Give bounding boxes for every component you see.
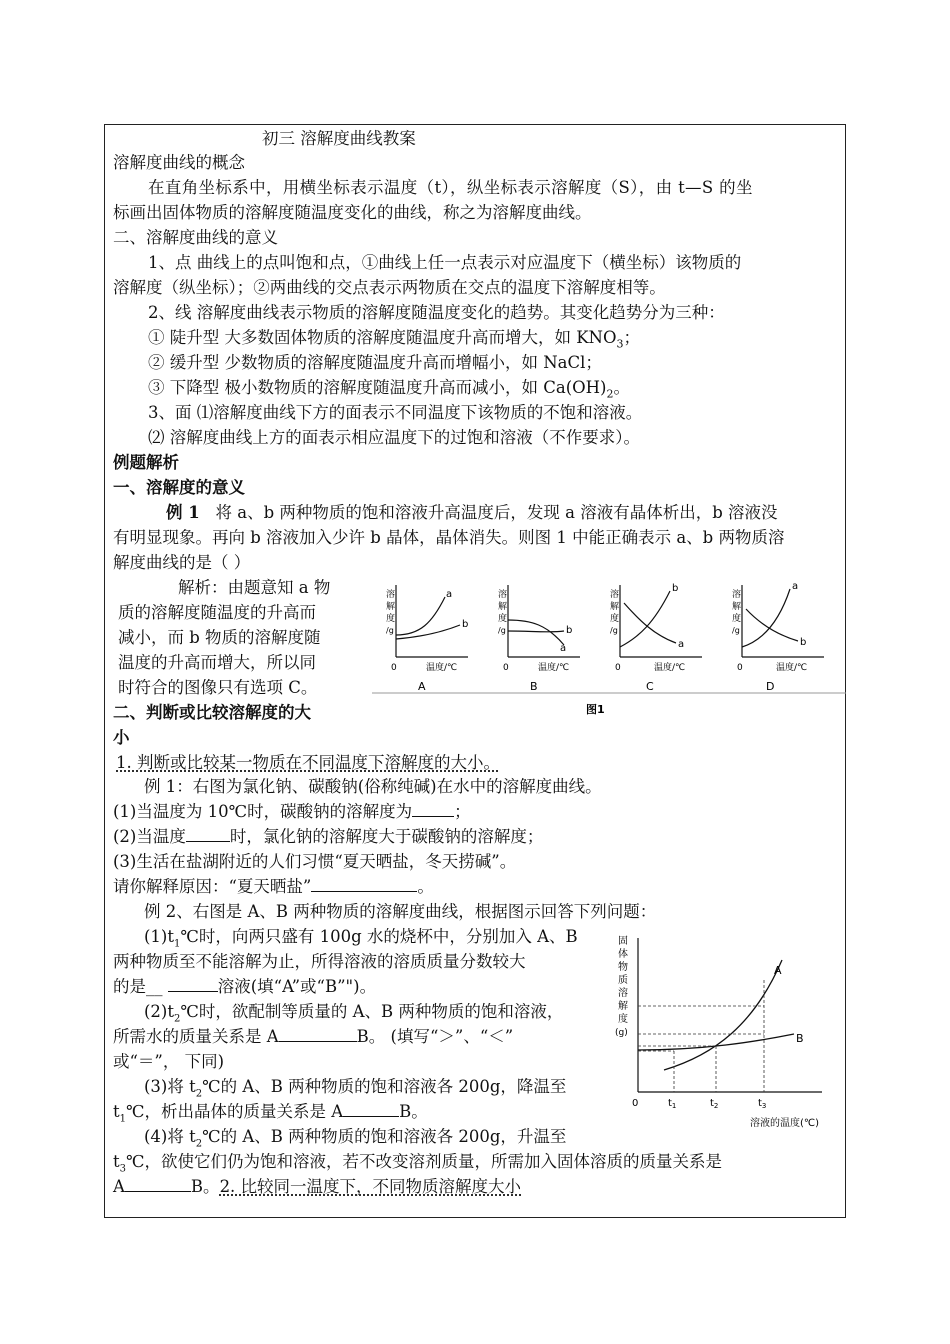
origin-label: 0 bbox=[615, 663, 621, 673]
e2-heading: 例 2、右图是 A、B 两种物质的溶解度曲线，根据图示回答下列问题： bbox=[144, 902, 657, 921]
figure-2 bbox=[604, 930, 848, 1132]
fig1-ylabel-char: 溶 bbox=[610, 590, 620, 600]
curve-a bbox=[742, 589, 790, 647]
e2-q4-line-3: A B。2. 比较同一温度下，不同物质溶解度大小 bbox=[113, 1177, 522, 1196]
panel-a bbox=[386, 585, 468, 693]
e1-question-3: (3)生活在盐湖附近的人们习惯“夏天晒盐，冬天捞碱”。 bbox=[113, 852, 517, 871]
panel-letter: B bbox=[530, 680, 538, 693]
item-1-heading: 1. 判断或比较某一物质在不同温度下溶解度的大小。 bbox=[116, 753, 500, 772]
x-axis-label: 温度/℃ bbox=[538, 663, 570, 673]
fig2-ylabel-char: (g) bbox=[615, 1028, 628, 1038]
fig1-ylabel-char: 度 bbox=[610, 614, 620, 624]
analysis-line-2: 质的溶解度随温度的升高而 bbox=[118, 603, 316, 622]
trend-decline: ③ 下降型 极小数物质的溶解度随温度升高而减小，如 $Ca(OH)_2$。 bbox=[148, 378, 630, 401]
curve-label: a bbox=[446, 589, 453, 600]
fig1-ylabel-char: 解 bbox=[498, 602, 508, 612]
panel-d bbox=[732, 581, 824, 693]
curve-label: a bbox=[792, 581, 799, 592]
example-section-2-b: 小 bbox=[113, 728, 130, 747]
tick-t3: $t_3$ bbox=[758, 1098, 767, 1110]
e2-q4-line-1: (4)将 $t_2℃$的 A、B 两种物质的饱和溶液各 200g，升温至 bbox=[144, 1127, 567, 1150]
e2-q2-line-3: 或“＝”， 下同) bbox=[113, 1052, 225, 1071]
curve-b bbox=[396, 625, 460, 639]
e2-q2-line-1: $(2)t_2℃$时，欲配制等质量的 A、B 两种物质的饱和溶液， bbox=[144, 1002, 564, 1025]
curve-label: b bbox=[462, 619, 469, 630]
tick-t1: $t_1$ bbox=[668, 1098, 677, 1110]
fig1-ylabel-char: /g bbox=[386, 626, 394, 635]
concept-line-1: 在直角坐标系中，用横坐标表示温度（t），纵坐标表示溶解度（S），由 t—S 的坐 bbox=[148, 178, 753, 197]
fig1-ylabel-char: 度 bbox=[498, 614, 508, 624]
fig1-ylabel-char: 解 bbox=[610, 602, 620, 612]
examples-heading: 例题解析 bbox=[113, 453, 179, 472]
x-axis-label: 温度/℃ bbox=[426, 663, 458, 673]
section-concept: 溶解度曲线的概念 bbox=[113, 153, 245, 172]
analysis-line-1: 解析：由题意知 a 物 bbox=[178, 578, 331, 597]
fig1-ylabel-char: /g bbox=[732, 626, 740, 635]
fig1-ylabel-char: /g bbox=[610, 626, 618, 635]
panel-c bbox=[610, 583, 702, 693]
e2-q4-line-2: $t_3℃$，欲使它们仍为饱和溶液，若不改变溶剂质量，所需加入固体溶质的质量关系是 bbox=[113, 1152, 722, 1175]
fig2-ylabel-char: 固 bbox=[618, 936, 628, 947]
x-axis-label: 温度/℃ bbox=[654, 663, 686, 673]
example1-line-3: 解度曲线的是（ ） bbox=[113, 553, 251, 572]
example1-line-2: 有明显现象。再向 b 溶液加入少许 b 晶体，晶体消失。则图 1 中能正确表示 a、b 两物质溶 bbox=[113, 528, 785, 547]
panel-letter: D bbox=[766, 680, 775, 693]
fig1-ylabel-char: 解 bbox=[732, 602, 742, 612]
face-line-2: ⑵ 溶解度曲线上方的面表示相应温度下的过饱和溶液（不作要求）。 bbox=[148, 428, 640, 447]
example-section-1: 一、溶解度的意义 bbox=[113, 478, 245, 497]
analysis-line-4: 温度的升高而增大，所以同 bbox=[118, 653, 316, 672]
panel-letter: A bbox=[418, 680, 426, 693]
analysis-line-5: 时符合的图像只有选项 C。 bbox=[118, 678, 318, 697]
fig1-ylabel-char: 度 bbox=[386, 614, 396, 624]
panel-b bbox=[498, 585, 580, 693]
e1-question-4: 请你解释原因：“夏天晒盐” 。 bbox=[113, 877, 434, 896]
tick-t2: $t_2$ bbox=[710, 1098, 719, 1110]
curve-b bbox=[620, 591, 670, 647]
fig2-ylabel-char: 度 bbox=[618, 1014, 628, 1025]
point-line-2: 溶解度（纵坐标）；②两曲线的交点表示两物质在交点的温度下溶解度相等。 bbox=[113, 278, 666, 297]
e2-q1-line-2: 两种物质至不能溶解为止，所得溶液的溶质质量分数较大 bbox=[113, 952, 526, 971]
fig1-ylabel-char: 解 bbox=[386, 602, 396, 612]
trend-steep: ① 陡升型 大多数固体物质的溶解度随温度升高而增大，如 $KNO_3$； bbox=[148, 328, 641, 351]
point-line-1: 1、点 曲线上的点叫饱和点，①曲线上任一点表示对应温度下（横坐标）该物质的 bbox=[148, 253, 742, 272]
e1-question-1: (1)当温度为 10℃时，碳酸钠的溶解度为 ； bbox=[113, 802, 471, 821]
series-label-B: B bbox=[796, 1032, 804, 1045]
example1-line-1: 例 1 将 a、b 两种物质的饱和溶液升高温度后，发现 a 溶液有晶体析出，b 溶液没 bbox=[166, 503, 778, 522]
curve-a bbox=[396, 597, 445, 635]
fig2-ylabel-char: 溶 bbox=[618, 988, 628, 999]
face-line-1: 3、面 ⑴溶解度曲线下方的面表示不同温度下该物质的不饱和溶液。 bbox=[148, 403, 643, 422]
figure-1-caption: 图1 bbox=[586, 703, 605, 716]
analysis-line-3: 减小，而 b 物质的溶解度随 bbox=[118, 628, 321, 647]
series-label-A: A bbox=[774, 964, 782, 977]
page-title: 初三 溶解度曲线教案 bbox=[262, 129, 416, 148]
fig2-ylabel-char: 物 bbox=[618, 962, 628, 973]
fig2-ylabel-char: 质 bbox=[618, 975, 628, 986]
fig1-ylabel-char: 度 bbox=[732, 614, 742, 624]
line-desc: 2、线 溶解度曲线表示物质的溶解度随温度变化的趋势。其变化趋势分为三种： bbox=[148, 303, 725, 322]
origin-label: 0 bbox=[503, 663, 509, 673]
curve-label: b bbox=[566, 625, 573, 636]
curve-a bbox=[508, 620, 564, 645]
curve-label: a bbox=[678, 639, 685, 650]
e2-q1-line-1: $(1)t_1℃$时，向两只盛有 100g 水的烧杯中，分别加入 A、B bbox=[144, 927, 578, 950]
origin-label: 0 bbox=[737, 663, 743, 673]
fig2-ylabel-char: 体 bbox=[618, 949, 628, 960]
section-meaning: 二、溶解度曲线的意义 bbox=[113, 228, 278, 247]
panel-letter: C bbox=[646, 680, 654, 693]
curve-label: b bbox=[800, 637, 807, 648]
e2-q2-line-2: 所需水的质量关系是 A B。 (填写“＞”、“＜” bbox=[113, 1027, 514, 1046]
fig2-x-axis-label: 溶液的温度(℃) bbox=[750, 1118, 820, 1129]
fig1-ylabel-char: /g bbox=[498, 626, 506, 635]
fig2-ylabel-char: 解 bbox=[618, 1001, 628, 1012]
curve-b bbox=[508, 631, 564, 632]
e1-question-2: (2)当温度 时，氯化钠的溶解度大于碳酸钠的溶解度； bbox=[113, 827, 544, 846]
e1-line-1: 例 1：右图为氯化钠、碳酸钠(俗称纯碱)在水中的溶解度曲线。 bbox=[144, 777, 602, 796]
fig1-ylabel-char: 溶 bbox=[732, 590, 742, 600]
fig1-ylabel-char: 溶 bbox=[498, 590, 508, 600]
item-2-heading: 2. 比较同一温度下，不同物质溶解度大小 bbox=[219, 1177, 522, 1196]
trend-gentle: ② 缓升型 少数物质的溶解度随温度升高而增幅小，如 NaCl； bbox=[148, 353, 602, 372]
concept-line-2: 标画出固体物质的溶解度随温度变化的曲线，称之为溶解度曲线。 bbox=[113, 203, 592, 222]
e2-q3-line-2: $t_1℃$，析出晶体的质量关系是 A B。 bbox=[113, 1102, 428, 1125]
figure-1 bbox=[370, 575, 848, 720]
x-axis-label: 温度/℃ bbox=[776, 663, 808, 673]
curve-label: a bbox=[560, 643, 567, 654]
origin-label: 0 bbox=[391, 663, 397, 673]
example-section-2-a: 二、判断或比较溶解度的大 bbox=[113, 703, 311, 722]
fig2-origin: 0 bbox=[632, 1098, 639, 1109]
curve-label: b bbox=[672, 583, 679, 594]
e2-q3-line-1: (3)将 $t_2℃$的 A、B 两种物质的饱和溶液各 200g，降温至 bbox=[144, 1077, 567, 1100]
fig1-ylabel-char: 溶 bbox=[386, 590, 396, 600]
e2-q1-line-3: 的是__ 溶液(填“A”或“B”")。 bbox=[113, 977, 377, 996]
